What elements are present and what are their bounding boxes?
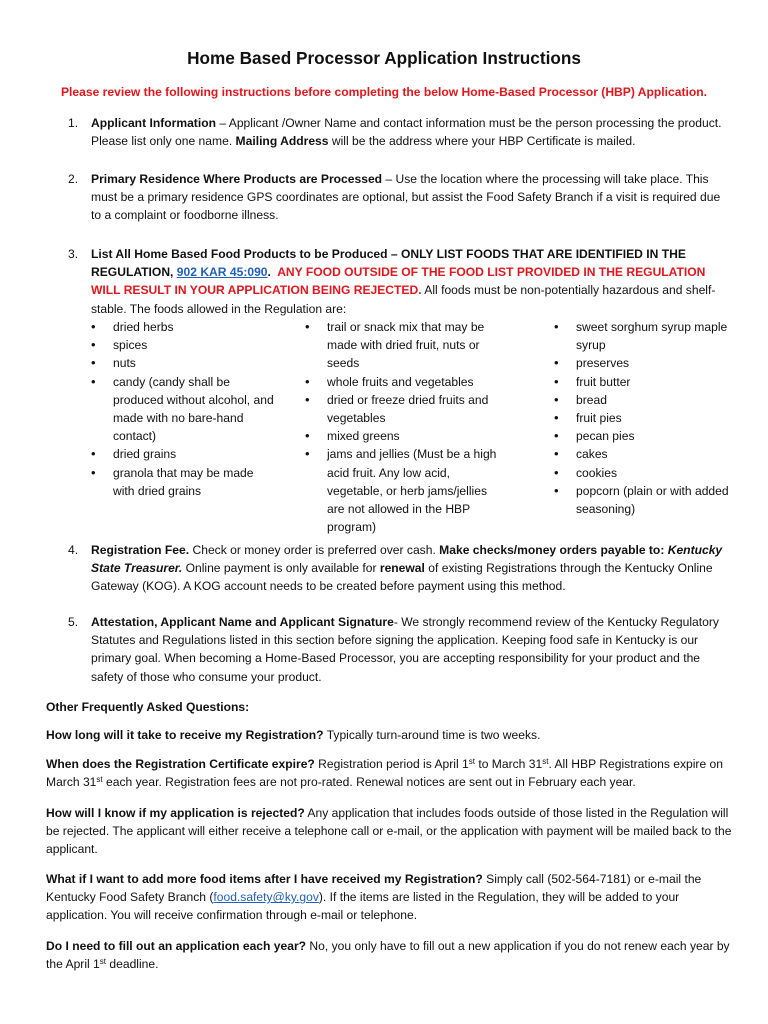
faq-answer: No, you only have to fill out a new application if you do not renew each year by the April 1 bbox=[46, 939, 730, 972]
item-bold-text: Make checks/money orders payable to: bbox=[439, 543, 665, 557]
faq-item bbox=[46, 726, 736, 744]
faq-item bbox=[46, 937, 736, 973]
regulation-link[interactable]: 902 KAR 45:090 bbox=[176, 265, 268, 280]
item-attestation bbox=[91, 613, 731, 686]
faq-heading: Other Frequently Asked Questions: bbox=[46, 700, 250, 714]
faq-answer: to March 31 bbox=[474, 757, 543, 771]
item-number: 4. bbox=[68, 543, 79, 557]
faq-item bbox=[46, 755, 736, 791]
item-text: Online payment is only available for bbox=[182, 561, 380, 576]
item-heading: Primary Residence Where Products are Processed bbox=[91, 172, 383, 186]
list-item: • dried herbs bbox=[91, 318, 276, 336]
list-item: • jams and jellies (Must be a high acid fruit. Any low acid, vegetable, or herb jams/jellies are not allowed in the HBP program) bbox=[305, 445, 505, 536]
item-number: 2. bbox=[68, 172, 79, 186]
list-item: • nuts bbox=[91, 354, 276, 372]
faq-question: How will I know if my application is rejected? bbox=[46, 806, 305, 820]
item-heading: Registration Fee. bbox=[91, 543, 190, 557]
list-item: • whole fruits and vegetables bbox=[305, 373, 505, 391]
item-primary-residence bbox=[91, 170, 731, 225]
faq-question: When does the Registration Certificate expire? bbox=[46, 757, 315, 771]
faq-answer: Typically turn-around time is two weeks. bbox=[323, 728, 541, 742]
list-item: • bread bbox=[554, 391, 734, 409]
item-text: – Use the location where the processing will take place. This must be a primary residence GPS coordinates are optional, but assist the Food Safety Branch if a visit is required due to a complaint or foodborne illness. bbox=[91, 172, 721, 223]
list-item: • fruit butter bbox=[554, 373, 734, 391]
faq-item bbox=[46, 870, 736, 925]
food-list-column-3 bbox=[554, 318, 734, 518]
list-item: • dried grains bbox=[91, 445, 276, 463]
faq-answer: each year. Registration fees are not pro-rated. Renewal notices are sent out in February each year. bbox=[102, 775, 636, 790]
faq-item bbox=[46, 804, 736, 859]
list-item: • granola that may be made with dried grains bbox=[91, 464, 276, 500]
food-list-column-1 bbox=[91, 318, 276, 500]
email-link[interactable]: food.safety@ky.gov bbox=[213, 890, 319, 905]
faq-question: What if I want to add more food items after I have received my Registration? bbox=[46, 872, 483, 886]
superscript: st bbox=[468, 757, 475, 766]
item-bold-text: Mailing Address bbox=[235, 134, 329, 149]
list-item: • cookies bbox=[554, 464, 734, 482]
list-item: • candy (candy shall be produced without alcohol, and made with no bare-hand contact) bbox=[91, 373, 276, 446]
faq-answer: Simply call (502-564-7181) or e-mail the Kentucky Food Safety Branch ( bbox=[46, 872, 702, 905]
list-item: • preserves bbox=[554, 354, 734, 372]
item-heading: Attestation, Applicant Name and Applicant Signature bbox=[91, 615, 394, 629]
item-text: - We strongly recommend review of the Kentucky Regulatory Statutes and Regulations listed in this section before signing the application. Keeping food safe in Kentucky is our primary goal. When becoming a Home-Based Processor, you are accepting responsibility for your product and the safety of those who consume your product. bbox=[91, 615, 719, 684]
faq-answer: Registration period is April 1 bbox=[314, 757, 469, 771]
faq-answer: deadline. bbox=[106, 957, 159, 972]
item-text: Check or money order is preferred over cash. bbox=[189, 543, 440, 557]
list-item: • trail or snack mix that may be made with dried fruit, nuts or seeds bbox=[305, 318, 505, 373]
payee-name: Kentucky State Treasurer. bbox=[91, 543, 723, 576]
food-list-column-2 bbox=[305, 318, 505, 536]
faq-answer: Any application that includes foods outside of those listed in the Regulation will be rejected. The applicant will either receive a telephone call or e-mail, or the application with payment will be mailed back to the applicant. bbox=[46, 806, 732, 857]
item-text: – Applicant /Owner Name and contact information must be the person processing the product. Please list only one name. bbox=[91, 116, 722, 149]
faq-answer: ). If the items are listed in the Regulation, they will be added to your application. You will receive confirmation through e-mail or telephone. bbox=[46, 890, 680, 923]
item-applicant-information bbox=[91, 114, 731, 150]
item-text: of existing Registrations through the Kentucky Online Gateway (KOG). A KOG account needs to be created before payment using this method. bbox=[91, 561, 713, 594]
list-item: • fruit pies bbox=[554, 409, 734, 427]
superscript: st bbox=[99, 957, 107, 967]
superscript: st bbox=[96, 775, 103, 785]
item-bold-text: renewal bbox=[379, 561, 425, 576]
faq-answer: . All HBP Registrations expire on March 31 bbox=[46, 757, 723, 790]
item-registration-fee bbox=[91, 541, 731, 596]
list-item: • cakes bbox=[554, 445, 734, 463]
superscript: st bbox=[542, 757, 549, 766]
faq-question: How long will it take to receive my Registration? bbox=[46, 728, 324, 742]
item-text: All foods must be non-potentially hazardous and shelf-stable. The foods allowed in the Regulation are: bbox=[91, 283, 716, 316]
list-item: • mixed greens bbox=[305, 427, 505, 445]
list-item: • dried or freeze dried fruits and vegetables bbox=[305, 391, 505, 427]
review-notice: Please review the following instructions before completing the below Home-Based Processor (HBP) Application. bbox=[60, 85, 707, 99]
item-food-products: List All Home Based Food Products to be Produced – ONLY LIST FOODS THAT ARE IDENTIFIED IN THE REGULATION, 902 KAR 45:090. ANY FOOD OUTSIDE OF THE FOOD LIST PROVIDED IN THE REGULATION WILL RESULT IN YOUR APPLICATION BEING REJECTED. All foods must be non-potentially hazardous and shelf-stable. The foods allowed in the Regulation are: bbox=[91, 247, 716, 316]
faq-question: Do I need to fill out an application each year? bbox=[46, 939, 307, 953]
list-item: • popcorn (plain or with added seasoning) bbox=[554, 482, 734, 518]
item-heading: Applicant Information bbox=[91, 116, 216, 130]
list-item: • pecan pies bbox=[554, 427, 734, 445]
item-number: 3. bbox=[68, 247, 79, 261]
list-item: • sweet sorghum syrup maple syrup bbox=[554, 318, 734, 354]
item-heading: List All Home Based Food Products to be Produced – ONLY LIST FOODS THAT ARE IDENTIFIED IN THE REGULATION, bbox=[91, 247, 686, 280]
page-title: Home Based Processor Application Instructions bbox=[187, 48, 581, 68]
item-text: will be the address where your HBP Certificate is mailed. bbox=[328, 134, 636, 149]
list-item: • spices bbox=[91, 336, 276, 354]
rejection-warning: ANY FOOD OUTSIDE OF THE FOOD LIST PROVIDED IN THE REGULATION WILL RESULT IN YOUR APPLICATION BEING REJECTED. bbox=[91, 265, 706, 298]
item-number: 1. bbox=[68, 116, 79, 130]
item-number: 5. bbox=[68, 615, 79, 629]
